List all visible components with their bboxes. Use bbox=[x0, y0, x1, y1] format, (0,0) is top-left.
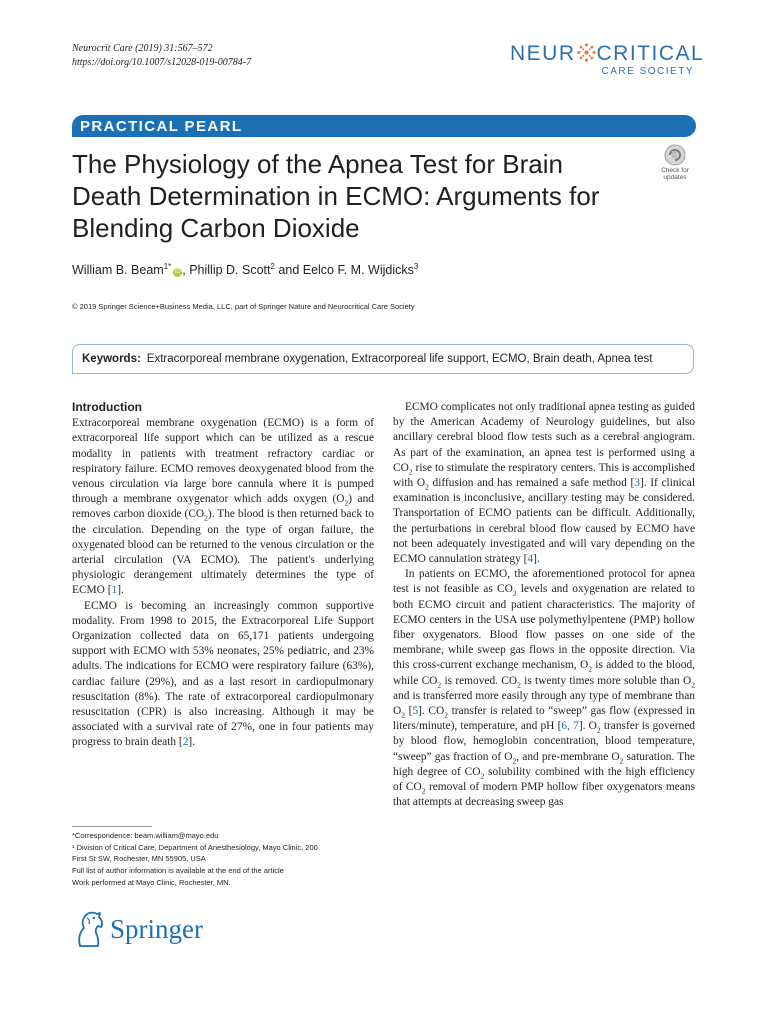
orcid-icon[interactable]: iD bbox=[174, 269, 181, 276]
check-for-updates-icon bbox=[656, 142, 694, 182]
publisher-logo bbox=[72, 910, 232, 954]
author-separator: , Phillip D. Scott bbox=[182, 263, 271, 278]
keywords-list: Extracorporeal membrane oxygenation, Extracorporeal life support, ECMO, Brain death, Apnea test bbox=[146, 353, 653, 365]
svg-text:Check for: Check for bbox=[661, 167, 689, 174]
doi-link[interactable]: https://doi.org/10.1007/s12028-019-00784-7 bbox=[72, 57, 252, 68]
citation-link[interactable]: 1 bbox=[111, 584, 118, 597]
springer-horse-icon bbox=[72, 910, 106, 950]
body-paragraph: Extracorporeal membrane oxygenation (ECMO) is a form of extracorporeal life support which can be utilized as a rescue modality in patients with treatment refractory cardiac or respiratory failure. ECMO removes deoxygenated blood from the venous circulation via large bore cannula where it is pumped through a membrane oxygenator which adds oxygen $(O_2)$ and removes carbon dioxide $(CO_2)$. The blood is then returned back to the circulation. Depending on the type of organ failure, the oxygenated blood can be returned to the venous circulation or the arterial circulation (VA ECMO). The patient's underlying physiologic derangement ultimately determines the type of ECMO [1]. bbox=[72, 417, 375, 597]
article-title: The Physiology of the Apnea Test for Brain Death Determination in ECMO: Arguments for Blending Carbon Dioxide bbox=[72, 149, 600, 243]
author-info-note: Full list of author information is available at the end of the article bbox=[72, 866, 284, 876]
journal-line: Neurocrit Care (2019) 31:567–572 bbox=[72, 43, 213, 54]
copyright-line: © 2019 Springer Science+Business Media, LLC, part of Springer Nature and Neurocritical Care Society bbox=[72, 302, 415, 311]
check-for-updates-badge[interactable] bbox=[656, 142, 694, 182]
footnote-rule bbox=[72, 826, 152, 827]
citation-link[interactable]: 5 bbox=[412, 705, 419, 718]
body-column-right bbox=[393, 400, 695, 810]
section-heading-introduction: Introduction bbox=[72, 400, 142, 414]
keywords-label: Keywords: bbox=[82, 353, 141, 365]
footnotes bbox=[72, 830, 318, 889]
body-paragraph: ECMO complicates not only traditional apnea testing as guided by the American Academy of Neurology guidelines, but also ancillary cerebral blood flow tests such as a cerebral angiogram. As part of the examination, an apnea test is performed using a $CO_2$ rise to stimulate the respiratory centers. This is accomplished with $O_2$ diffusion and has remained a safe method [3]. If clinical examination is inconclusive, ancillary testing may be considered. Transportation of ECMO patients can be difficult. Additionally, the perturbations in cerebral blood flow caused by ECMO have not been adequately investigated and will vary depending on the ECMO cannulation strategy [4]. bbox=[393, 401, 695, 566]
society-logo-mark-icon bbox=[577, 43, 596, 62]
author-separator: and Eelco F. M. Wijdicks bbox=[274, 263, 414, 278]
publisher-name: Springer bbox=[110, 914, 203, 944]
citation-link[interactable]: 3 bbox=[634, 477, 640, 490]
society-logo bbox=[510, 42, 705, 82]
body-column-left bbox=[72, 400, 374, 751]
affiliation-note-continued: First St SW, Rochester, MN 55905, USA bbox=[72, 854, 206, 864]
journal-citation bbox=[72, 42, 251, 70]
society-logo-main: NEUR CRITICAL bbox=[510, 42, 705, 65]
author-affiliation-marker: 2 bbox=[270, 262, 275, 271]
author-name[interactable]: William B. Beam bbox=[72, 263, 164, 278]
citation-link[interactable]: 2 bbox=[182, 736, 189, 749]
society-logo-sub: CARE SOCIETY bbox=[601, 66, 694, 77]
body-paragraph: In patients on ECMO, the aforementioned protocol for apnea test is not feasible as $CO_2$ levels and oxygenation are related to both ECMO circuit and patient characteristics. The majority of ECMO centers in the USA use polymethylpentene (PMP) hollow fiber oxygenators. Blood flow passes on one side of the membrane, while sweep gas flows in the opposite direction. Via this cross-current exchange mechanism, $O_2$ is added to the blood, while $CO_2$ is removed. $CO_2$ is twenty times more soluble than $O_2$ and is transferred more easily through any type of membrane than $O_2$ [5]. $CO_2$ transfer is related to “sweep” gas flow (expressed in liters/minute), temperature, and pH [6, 7]. $O_2$ transfer is governed by blood flow, hemoglobin concentration, blood temperature, “sweep” gas fraction of $O_2$, and pre-membrane $O_2$ saturation. The high degree of $CO_2$ solubility combined with the high efficiency of $CO_2$ removal of modern PMP hollow fiber oxygenators means that attempts at decreasing sweep gas bbox=[393, 568, 696, 809]
citation-link[interactable]: 4 bbox=[527, 553, 534, 566]
body-paragraph: ECMO is becoming an increasingly common supportive modality. From 1998 to 2015, the Extracorporeal Life Support Organization collected data on 65,171 patients undergoing support with ECMO with 53% neonates, 25% pediatric, and 23% adults. The indications for ECMO were respiratory failure (63%), cardiac failure (29%), and as a last resort in cardiopulmonary resuscitation (8%). The rate of extracorporeal cardiopulmonary resuscitation (CPR) is also increasing. Although it may be associated with a survival rate of 27%, one in four patients may progress to brain death [2]. bbox=[72, 599, 374, 749]
work-performed-note: Work performed at Mayo Clinic, Rochester, MN. bbox=[72, 877, 231, 887]
affiliation-note: ¹ Division of Critical Care, Department of Anesthesiology, Mayo Clinic, 200 bbox=[72, 842, 318, 852]
correspondence-note[interactable]: *Correspondence: beam.william@mayo.edu bbox=[72, 831, 219, 840]
author-affiliation-marker: 3 bbox=[413, 262, 419, 271]
citation-link[interactable]: 6, 7 bbox=[561, 720, 579, 733]
svg-text:updates: updates bbox=[663, 174, 687, 181]
keywords-box bbox=[72, 344, 694, 374]
author-affiliation-marker: 1* bbox=[163, 262, 172, 271]
author-list bbox=[72, 262, 418, 277]
article-type-label: PRACTICAL PEARL bbox=[80, 118, 243, 135]
article-type-banner bbox=[72, 115, 696, 137]
